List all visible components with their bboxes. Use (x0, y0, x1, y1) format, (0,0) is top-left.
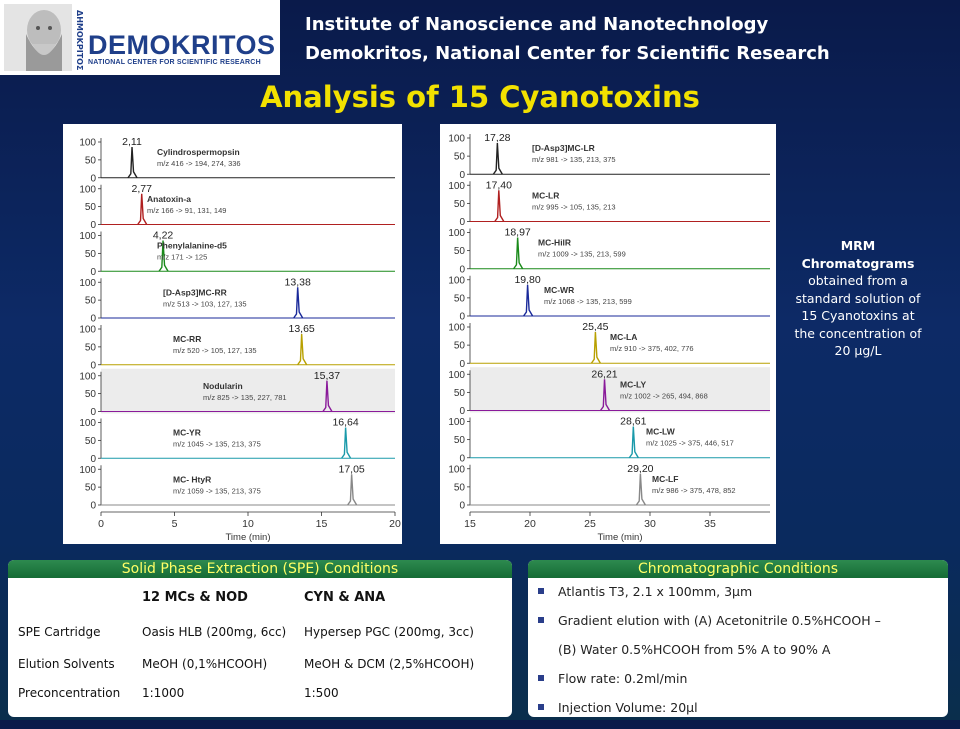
spe-col1-header: 12 MCs & NOD (142, 590, 248, 605)
compound-name: MC-LR (532, 190, 560, 201)
retention-time-label: 26,21 (591, 368, 618, 381)
transition-label: m/z 166 -> 91, 131, 149 (147, 205, 227, 215)
institute-line-1: Institute of Nanoscience and Nanotechnology (305, 14, 769, 35)
bullet-icon (538, 588, 544, 594)
y-tick-label: 50 (453, 293, 465, 305)
bullet-icon (538, 675, 544, 681)
y-tick-label: 0 (90, 173, 96, 185)
y-tick-label: 0 (459, 358, 465, 370)
side-note-bold: MRM Chromatograms (801, 238, 915, 271)
y-tick-label: 0 (459, 264, 465, 276)
transition-label: m/z 1068 -> 135, 213, 599 (544, 296, 632, 306)
svg-text:ΔΗΜΟΚΡΙΤΟΣ: ΔΗΜΟΚΡΙΤΟΣ (75, 10, 84, 70)
compound-name: MC-RR (173, 334, 202, 344)
compound-name: MC-LA (610, 332, 638, 342)
compound-name: MC-LY (620, 379, 647, 390)
y-tick-label: 50 (84, 389, 96, 401)
spe-cell: 1:500 (304, 686, 339, 700)
chromatogram-panel-right (440, 124, 776, 544)
transition-label: m/z 1025 -> 375, 446, 517 (646, 438, 734, 448)
spe-row-label: Elution Solvents (18, 657, 115, 671)
logo-greek-text (70, 6, 84, 70)
trace-peak (629, 427, 638, 458)
transition-label: m/z 825 -> 135, 227, 781 (203, 392, 287, 402)
x-tick-label: 5 (171, 518, 178, 530)
y-tick-label: 0 (459, 217, 465, 228)
y-tick-label: 0 (459, 169, 465, 181)
x-tick-label: 20 (389, 518, 401, 530)
compound-name: MC-LF (652, 473, 679, 484)
y-tick-label: 100 (79, 418, 96, 429)
y-tick-label: 0 (90, 220, 96, 231)
chromatographic-list (536, 584, 881, 729)
compound-name: Cylindrospermopsin (157, 147, 240, 157)
y-tick-label: 0 (459, 311, 465, 323)
spe-cell: Hypersep PGC (200mg, 3cc) (304, 625, 474, 639)
x-tick-label: 15 (315, 518, 328, 530)
list-item (536, 700, 881, 729)
transition-label: m/z 995 -> 105, 135, 213 (532, 202, 616, 212)
trace-peak (514, 238, 523, 269)
y-tick-label: 0 (90, 266, 96, 278)
y-tick-label: 100 (79, 184, 96, 196)
y-tick-label: 100 (79, 231, 96, 242)
spe-row-label: Preconcentration (18, 686, 121, 700)
spe-row-label: SPE Cartridge (18, 625, 101, 639)
logo-subtext: NATIONAL CENTER FOR SCIENTIFIC RESEARCH (88, 59, 261, 66)
trace-shade (101, 369, 395, 414)
y-tick-label: 100 (448, 133, 465, 145)
compound-name: MC-WR (544, 284, 575, 295)
y-tick-label: 50 (453, 246, 465, 258)
x-tick-label: 35 (704, 518, 716, 530)
y-tick-label: 100 (448, 369, 465, 381)
retention-time-label: 2,11 (122, 136, 142, 148)
list-item (536, 671, 881, 700)
y-tick-label: 50 (84, 248, 96, 260)
y-tick-label: 50 (84, 342, 96, 354)
y-tick-label: 50 (453, 198, 465, 210)
spe-cell: 1:1000 (142, 686, 185, 700)
demokritos-portrait-icon (4, 4, 72, 71)
y-tick-label: 0 (90, 453, 96, 465)
chromatographic-conditions-box (528, 560, 948, 717)
y-tick-label: 50 (84, 295, 96, 307)
y-tick-label: 0 (459, 453, 465, 465)
transition-label: m/z 1002 -> 265, 494, 868 (620, 391, 708, 401)
bullet-icon (538, 704, 544, 710)
spe-cell: MeOH & DCM (2,5%HCOOH) (304, 657, 475, 671)
y-tick-label: 100 (79, 464, 96, 476)
page-title: Analysis of 15 Cyanotoxins (260, 80, 700, 114)
x-tick-label: 0 (98, 518, 104, 530)
side-note (794, 237, 922, 360)
bullet-icon (538, 617, 544, 623)
trace-peak (348, 474, 357, 505)
retention-time-label: 18,97 (504, 226, 531, 239)
transition-label: m/z 981 -> 135, 213, 375 (532, 155, 616, 164)
y-tick-label: 0 (90, 407, 96, 418)
retention-time-label: 13,38 (284, 276, 311, 289)
x-axis-label: Time (min) (225, 532, 271, 543)
retention-time-label: 17,40 (485, 179, 512, 192)
transition-label: m/z 416 -> 194, 274, 336 (157, 159, 241, 168)
y-tick-label: 0 (459, 406, 465, 417)
transition-label: m/z 1045 -> 135, 213, 375 (173, 439, 261, 449)
trace-peak (298, 334, 307, 365)
transition-label: m/z 513 -> 103, 127, 135 (163, 299, 247, 309)
transition-label: m/z 171 -> 125 (157, 252, 208, 262)
trace-peak (636, 474, 645, 505)
chromatogram-right (440, 124, 776, 544)
compound-name: [D-Asp3]MC-LR (532, 143, 595, 153)
trace-shade (470, 367, 770, 412)
compound-name: MC-YR (173, 427, 201, 438)
compound-name: [D-Asp3]MC-RR (163, 287, 227, 298)
retention-time-label: 17,28 (484, 132, 511, 144)
chromatogram-panel-left (63, 124, 402, 544)
retention-time-label: 15,37 (313, 369, 341, 382)
transition-label: m/z 1009 -> 135, 213, 599 (538, 249, 626, 259)
compound-name: Anatoxin-a (147, 193, 191, 204)
y-tick-label: 50 (453, 387, 465, 399)
y-tick-label: 0 (90, 360, 96, 372)
compound-name: MC-LW (646, 426, 675, 437)
transition-label: m/z 910 -> 375, 402, 776 (610, 344, 694, 353)
y-tick-label: 100 (79, 324, 96, 336)
retention-time-label: 17,05 (338, 463, 365, 476)
list-item (536, 613, 881, 642)
trace-peak (128, 147, 137, 178)
y-tick-label: 50 (84, 202, 96, 214)
y-tick-label: 0 (459, 500, 465, 512)
list-item-text: (B) Water 0.5%HCOOH from 5% A to 90% A (558, 642, 831, 657)
spe-col2-header: CYN & ANA (304, 590, 386, 605)
spe-heading: Solid Phase Extraction (SPE) Conditions (8, 560, 512, 578)
trace-peak (493, 143, 502, 174)
spe-conditions-box (8, 560, 512, 717)
institute-line-2: Demokritos, National Center for Scientific Research (305, 43, 830, 64)
y-tick-label: 50 (84, 155, 96, 167)
trace-peak (495, 190, 504, 221)
trace-peak (591, 332, 600, 363)
trace-peak (524, 285, 533, 316)
y-tick-label: 50 (453, 435, 465, 447)
spe-cell: MeOH (0,1%HCOOH) (142, 657, 268, 671)
x-tick-label: 25 (584, 518, 596, 530)
transition-label: m/z 1059 -> 135, 213, 375 (173, 486, 261, 496)
y-tick-label: 100 (448, 228, 465, 239)
y-tick-label: 100 (448, 180, 465, 192)
y-tick-label: 100 (448, 464, 465, 476)
y-tick-label: 0 (90, 500, 96, 512)
compound-name: MC- HtyR (173, 474, 212, 485)
y-tick-label: 100 (448, 417, 465, 428)
retention-time-label: 4,22 (152, 229, 174, 242)
list-item-text: Flow rate: 0.2ml/min (558, 671, 688, 686)
retention-time-label: 13,65 (288, 323, 315, 335)
side-note-text: obtained from a standard solution of 15 Cyanotoxins at the concentration of 20 μg/L (794, 273, 922, 358)
x-tick-label: 20 (524, 518, 536, 530)
logo-block (0, 0, 280, 75)
list-item-text: Injection Volume: 20μl (558, 700, 698, 715)
x-axis-label: Time (min) (597, 532, 643, 543)
y-tick-label: 100 (448, 275, 465, 287)
retention-time-label: 29,20 (627, 462, 654, 475)
y-tick-label: 50 (84, 435, 96, 447)
y-tick-label: 50 (453, 482, 465, 494)
list-item (536, 642, 881, 671)
x-tick-label: 30 (644, 518, 656, 530)
compound-name: Phenylalanine-d5 (157, 240, 227, 251)
y-tick-label: 100 (448, 322, 465, 334)
trace-peak (138, 194, 147, 225)
transition-label: m/z 520 -> 105, 127, 135 (173, 346, 257, 355)
retention-time-label: 2,77 (131, 182, 152, 195)
y-tick-label: 50 (84, 482, 96, 494)
x-tick-label: 10 (242, 518, 254, 530)
y-tick-label: 50 (453, 151, 465, 163)
chromatogram-left (63, 124, 402, 544)
spe-cell: Oasis HLB (200mg, 6cc) (142, 625, 287, 639)
retention-time-label: 19,80 (514, 273, 541, 286)
y-tick-label: 100 (79, 277, 96, 289)
y-tick-label: 100 (79, 137, 96, 149)
list-item-text: Atlantis T3, 2.1 x 100mm, 3μm (558, 584, 753, 599)
compound-name: Nodularin (203, 380, 243, 391)
retention-time-label: 16,64 (332, 416, 359, 429)
trace-peak (294, 287, 303, 318)
chromatographic-heading: Chromatographic Conditions (528, 560, 948, 578)
y-tick-label: 50 (453, 340, 465, 352)
logo-text: DEMOKRITOS (88, 30, 276, 60)
compound-name: MC-HilR (538, 237, 572, 248)
y-tick-label: 0 (90, 313, 96, 325)
list-item (536, 584, 881, 613)
list-item-text: Gradient elution with (A) Acetonitrile 0.5%HCOOH – (558, 613, 881, 628)
retention-time-label: 28,61 (620, 415, 647, 428)
transition-label: m/z 986 -> 375, 478, 852 (652, 485, 736, 495)
y-tick-label: 100 (79, 371, 96, 383)
trace-peak (342, 428, 351, 459)
x-tick-label: 15 (464, 518, 476, 530)
retention-time-label: 25,45 (582, 321, 609, 333)
